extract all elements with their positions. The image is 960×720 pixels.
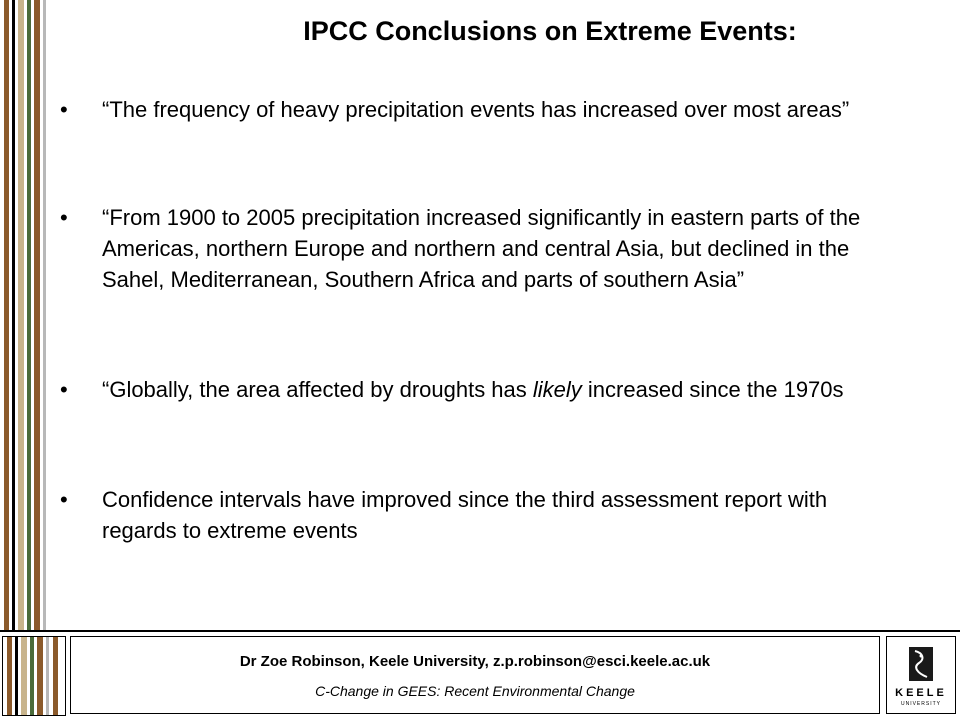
bullet-item <box>60 202 902 295</box>
stripe <box>43 0 46 630</box>
bullet-symbol: • <box>60 205 68 230</box>
keele-logo <box>886 636 956 714</box>
bullet-item <box>60 94 902 125</box>
keele-crest-icon <box>909 647 933 681</box>
stripe <box>12 0 15 630</box>
stripe <box>15 637 18 715</box>
bullet-symbol: • <box>60 377 68 402</box>
stripe <box>27 0 31 630</box>
stripe <box>30 637 34 715</box>
slide-title: IPCC Conclusions on Extreme Events: <box>303 16 797 46</box>
footer-author: Dr Zoe Robinson, Keele University, z.p.robinson@esci.keele.ac.uk <box>239 653 711 670</box>
bullet-text: Confidence intervals have improved since the third assessment report with regards to extreme events <box>102 487 828 543</box>
footer-divider <box>0 630 960 632</box>
bullet-text: “The frequency of heavy precipitation events has increased over most areas” <box>102 97 850 122</box>
stripe <box>7 637 12 715</box>
stripe <box>18 0 24 630</box>
logo-subtitle: UNIVERSITY <box>900 701 941 707</box>
footer-credit-box <box>70 636 880 714</box>
bullet-item <box>60 374 902 405</box>
stripe <box>46 637 49 715</box>
bullet-item <box>60 484 902 546</box>
bullet-text: “Globally, the area affected by droughts has likely increased since the 1970s <box>102 377 844 402</box>
stripe <box>21 637 27 715</box>
bullet-text: “From 1900 to 2005 precipitation increased significantly in eastern parts of the Americas, northern Europe and northern and central Asia, but declined in the Sahel, Mediterranean, Southern Africa and parts of southern Asia” <box>102 205 861 292</box>
logo-wordmark: KEELE <box>895 687 947 699</box>
stripe <box>37 637 43 715</box>
bullet-symbol: • <box>60 97 68 122</box>
stripe <box>4 0 9 630</box>
stripe <box>53 637 58 715</box>
footer-course: C-Change in GEES: Recent Environmental Change <box>315 683 635 699</box>
stripe <box>34 0 40 630</box>
footer-stripes <box>2 636 66 716</box>
bullet-symbol: • <box>60 487 68 512</box>
